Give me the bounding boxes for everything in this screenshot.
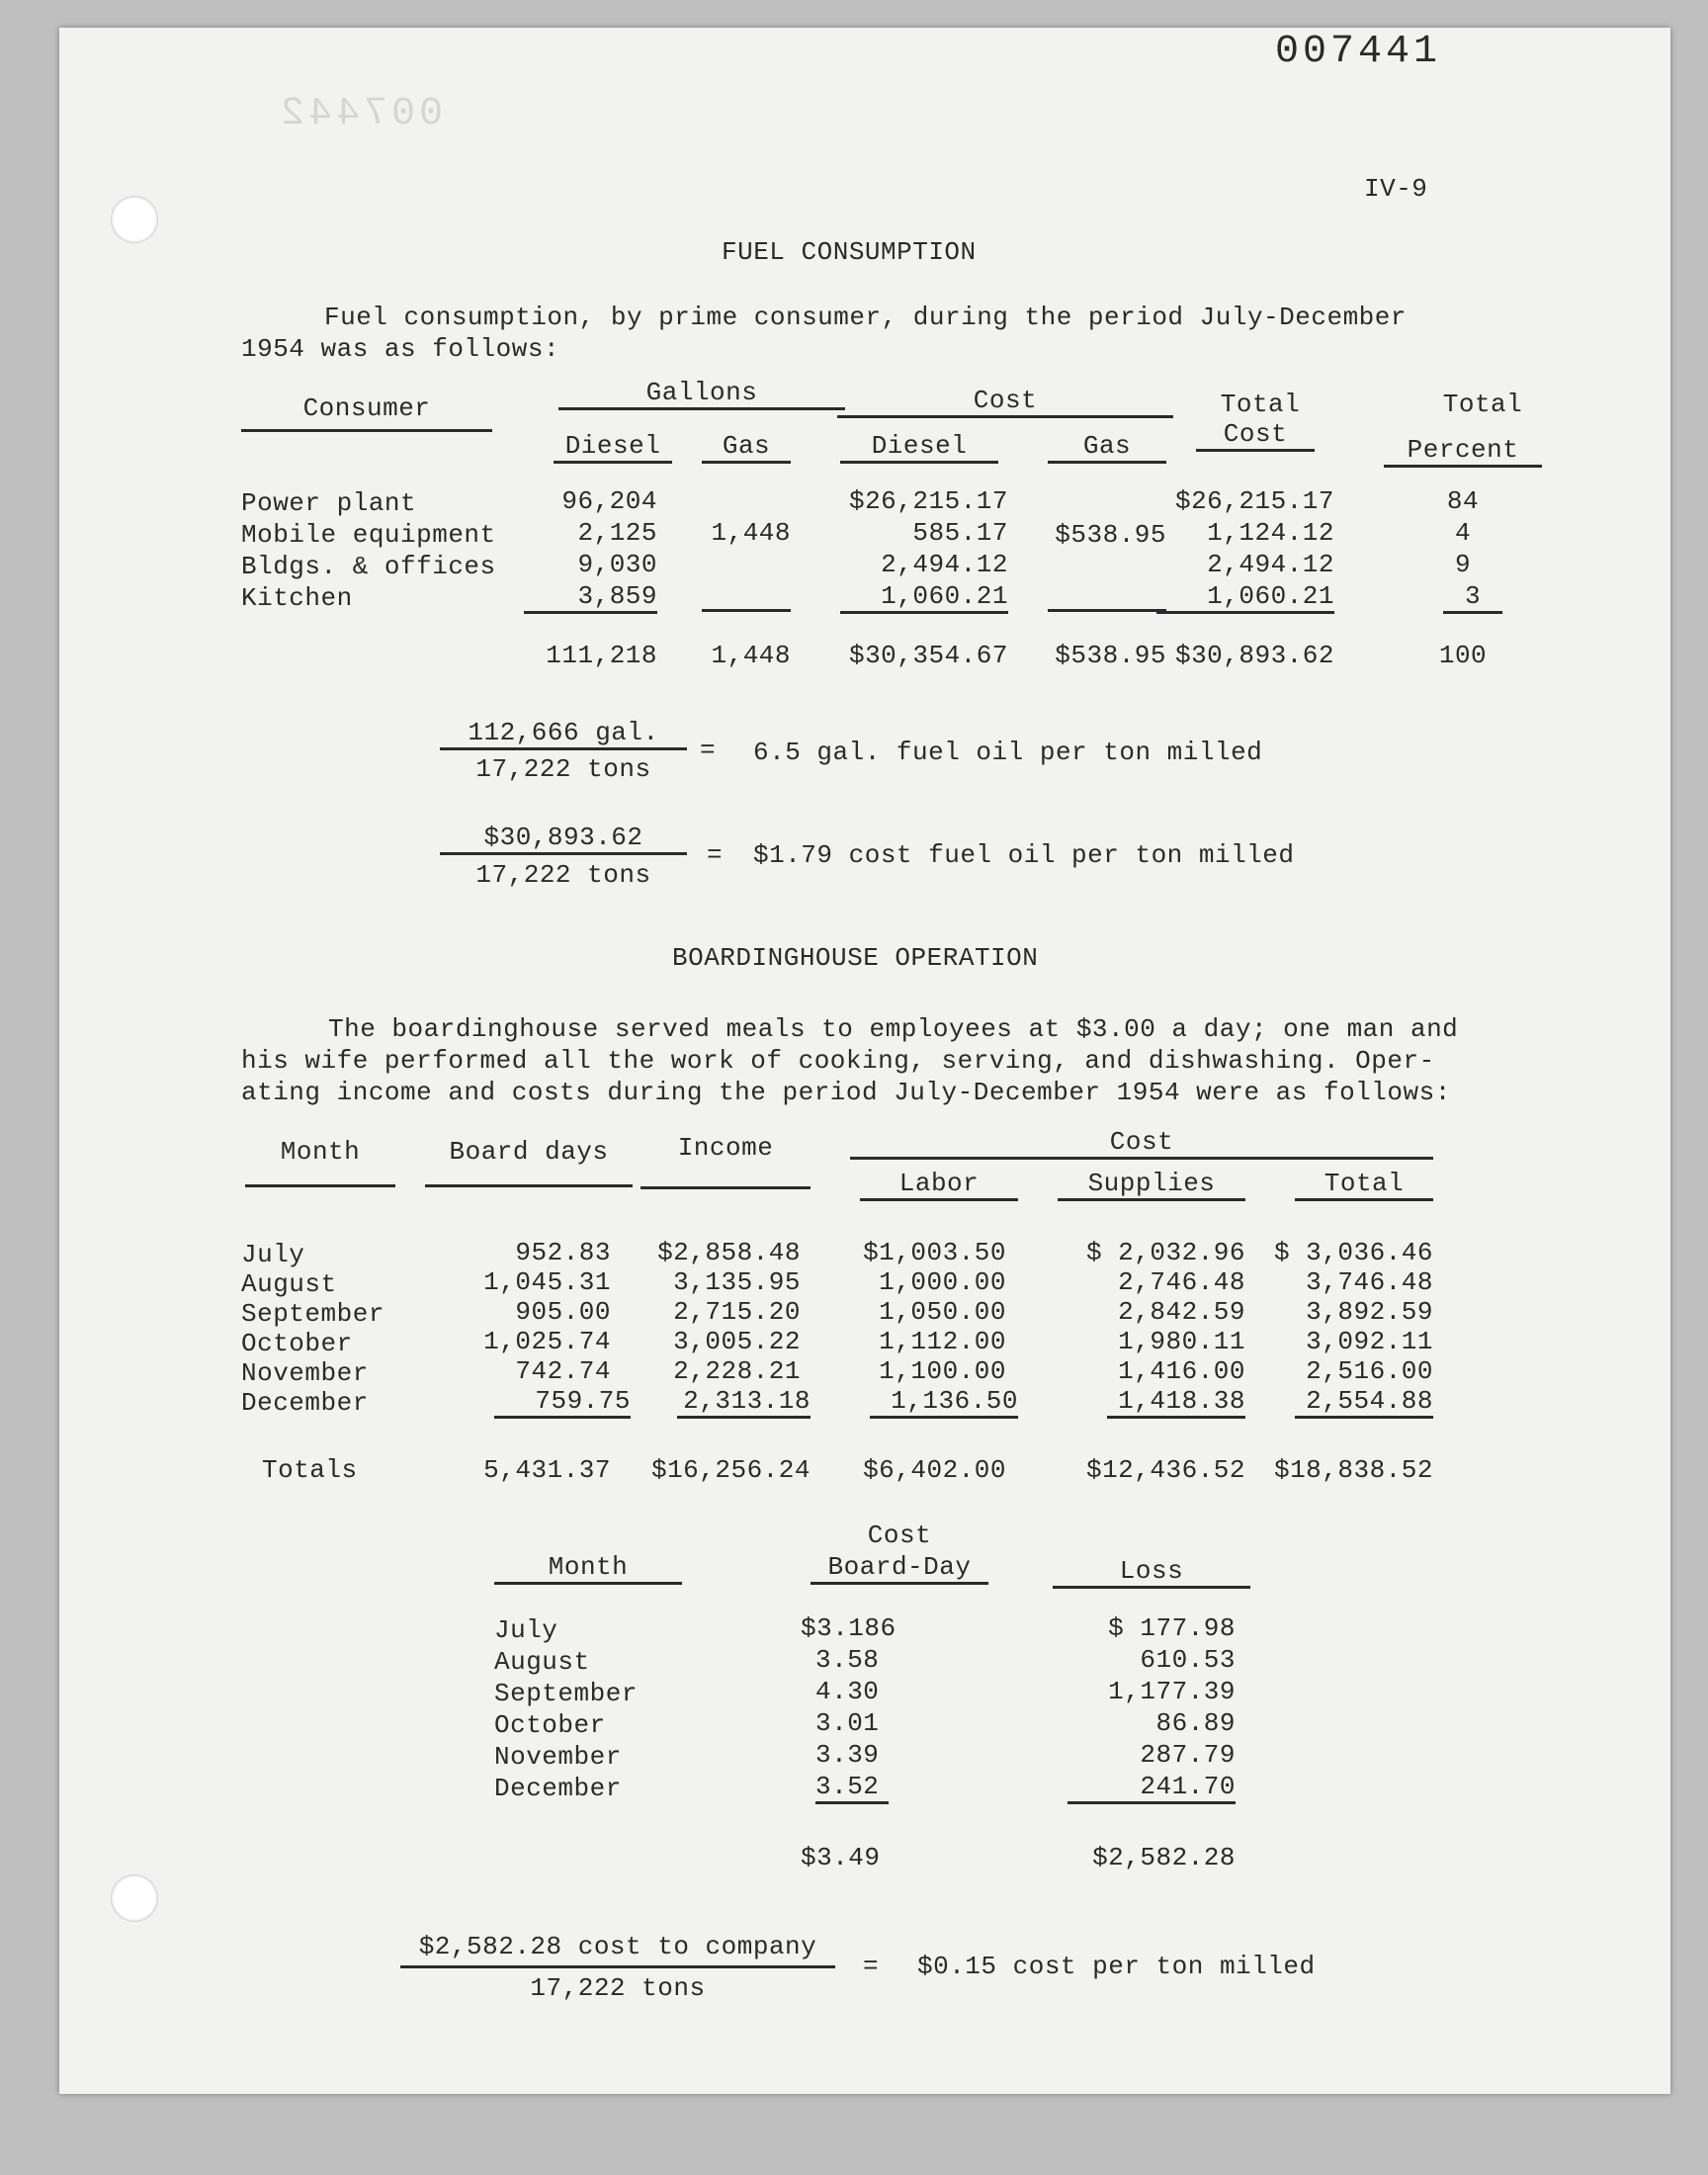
boarding-calc-equals: = (863, 1952, 880, 1981)
fuel-title: FUEL CONSUMPTION (722, 237, 977, 267)
labor: $6,402.00 (863, 1455, 1006, 1485)
boarding-intro-line1: The boardinghouse served meals to employees at $3.00 a day; one man and (328, 1014, 1459, 1044)
total-cost: $26,215.17 (1174, 486, 1334, 516)
board-days: 759.75 (494, 1386, 631, 1419)
total: 3,892.59 (1306, 1297, 1433, 1327)
cost-gas: $538.95 (1055, 520, 1166, 550)
percent: 84 (1446, 486, 1480, 516)
loss-header-board-day: Board-Day (811, 1552, 988, 1585)
cost-per-board-day: $3.49 (801, 1843, 881, 1872)
percent: 100 (1438, 641, 1488, 670)
loss: 610.53 (1140, 1645, 1236, 1675)
gallons-gas-rule (702, 581, 791, 612)
cost-per-board-day: 3.58 (815, 1645, 880, 1675)
loss: 241.70 (1068, 1772, 1236, 1804)
month: September (494, 1679, 638, 1708)
total-cost: $30,893.62 (1174, 641, 1334, 670)
fuel-intro-line2: 1954 was as follows: (241, 334, 560, 364)
fuel-header-gal-gas: Gas (702, 431, 791, 464)
gallons-gas: 1,448 (711, 518, 791, 548)
percent: 4 (1454, 518, 1472, 548)
fuel-calc1-result: 6.5 gal. fuel oil per ton milled (753, 738, 1263, 767)
fuel-header-percent: Percent (1384, 435, 1542, 468)
supplies: $ 2,032.96 (1085, 1238, 1245, 1267)
fuel-header-gallons: Gallons (558, 378, 845, 410)
boarding-header-month: Month (245, 1137, 395, 1187)
month: July (494, 1615, 558, 1645)
month: August (241, 1269, 337, 1299)
document-page (59, 28, 1670, 2094)
cost-per-board-day: 3.52 (815, 1772, 889, 1804)
boarding-intro-line3: ating income and costs during the period July-December 1954 were as follows: (241, 1078, 1451, 1107)
income: 2,228.21 (673, 1356, 801, 1386)
month: September (241, 1299, 384, 1329)
punch-hole-bottom (111, 1874, 158, 1922)
boarding-calc-denominator: 17,222 tons (530, 1973, 706, 2003)
month: December (241, 1388, 369, 1418)
ghost-stamp: 007442 (277, 92, 444, 136)
fuel-header-total: Total (1220, 390, 1301, 419)
boarding-calc-numerator: $2,582.28 cost to company (400, 1932, 835, 1968)
consumer: Mobile equipment (241, 520, 496, 550)
income: 3,005.22 (673, 1327, 801, 1356)
boarding-header-cost: Cost (850, 1127, 1433, 1160)
percent: 3 (1443, 581, 1502, 614)
fuel-header-gal-diesel: Diesel (554, 431, 672, 464)
fuel-header-total-cost: Cost (1196, 419, 1315, 452)
consumer: Bldgs. & offices (241, 552, 496, 581)
page-number: IV-9 (1364, 174, 1428, 204)
boarding-header-supplies: Supplies (1058, 1169, 1245, 1201)
cost-per-board-day: 3.39 (815, 1740, 880, 1770)
month: November (241, 1358, 369, 1388)
gallons-gas: 1,448 (711, 641, 791, 670)
total: $ 3,036.46 (1273, 1238, 1433, 1267)
month: October (241, 1329, 353, 1358)
cost-diesel: 2,494.12 (881, 550, 1008, 579)
board-days: 742.74 (515, 1356, 611, 1386)
boarding-header-board-days: Board days (425, 1137, 633, 1187)
fuel-header-consumer: Consumer (241, 393, 492, 432)
month: August (494, 1647, 590, 1677)
gallons-diesel: 2,125 (577, 518, 657, 548)
document-stamp-number: 007441 (1275, 30, 1442, 74)
supplies: 2,746.48 (1118, 1267, 1245, 1297)
gallons-diesel: 111,218 (546, 641, 657, 670)
board-days: 952.83 (515, 1238, 611, 1267)
percent: 9 (1454, 550, 1472, 579)
loss: 86.89 (1155, 1708, 1236, 1738)
board-days: 1,045.31 (483, 1267, 611, 1297)
total: $18,838.52 (1273, 1455, 1433, 1485)
total-cost: 1,060.21 (1156, 581, 1334, 614)
month: November (494, 1742, 622, 1772)
month: July (241, 1240, 305, 1269)
total: 2,554.88 (1295, 1386, 1433, 1419)
punch-hole-top (111, 196, 158, 243)
income: 2,715.20 (673, 1297, 801, 1327)
consumer: Kitchen (241, 583, 353, 613)
fuel-header-cost: Cost (837, 386, 1173, 418)
supplies: 2,842.59 (1118, 1297, 1245, 1327)
total-cost: 2,494.12 (1207, 550, 1334, 579)
fuel-calc2-denominator: 17,222 tons (475, 860, 651, 890)
fuel-calc1-numerator: 112,666 gal. (440, 718, 687, 750)
loss: 287.79 (1140, 1740, 1236, 1770)
cost-per-board-day: 3.01 (815, 1708, 880, 1738)
labor: 1,136.50 (870, 1386, 1018, 1419)
labor: 1,050.00 (879, 1297, 1006, 1327)
income: 2,313.18 (677, 1386, 811, 1419)
month: October (494, 1710, 606, 1740)
total-cost: 1,124.12 (1207, 518, 1334, 548)
loss-header-month: Month (494, 1552, 682, 1585)
total: 3,092.11 (1306, 1327, 1433, 1356)
board-days: 1,025.74 (483, 1327, 611, 1356)
board-days: 905.00 (515, 1297, 611, 1327)
gallons-diesel: 3,859 (524, 581, 657, 614)
supplies: 1,416.00 (1118, 1356, 1245, 1386)
fuel-header-cost-gas: Gas (1048, 431, 1166, 464)
fuel-intro-line1: Fuel consumption, by prime consumer, during the period July-December (324, 303, 1407, 332)
cost-gas-rule (1048, 581, 1166, 612)
boarding-header-labor: Labor (860, 1169, 1018, 1201)
loss: $2,582.28 (1092, 1843, 1236, 1872)
loss: $ 177.98 (1108, 1613, 1236, 1643)
boarding-title: BOARDINGHOUSE OPERATION (672, 943, 1039, 973)
cost-diesel: 1,060.21 (840, 581, 1008, 614)
cost-diesel: 585.17 (912, 518, 1008, 548)
fuel-calc2-result: $1.79 cost fuel oil per ton milled (753, 840, 1295, 870)
cost-diesel: $30,354.67 (848, 641, 1008, 670)
labor: 1,100.00 (879, 1356, 1006, 1386)
month: December (494, 1774, 622, 1803)
total: 3,746.48 (1306, 1267, 1433, 1297)
board-days: 5,431.37 (483, 1455, 611, 1485)
income: $16,256.24 (650, 1455, 811, 1485)
loss-header-loss: Loss (1053, 1556, 1250, 1589)
cost-per-board-day: $3.186 (801, 1613, 897, 1643)
labor: $1,003.50 (863, 1238, 1006, 1267)
fuel-calc2-numerator: $30,893.62 (440, 823, 687, 855)
fuel-header-cost-diesel: Diesel (840, 431, 998, 464)
totals-label: Totals (262, 1455, 358, 1485)
loss: 1,177.39 (1108, 1677, 1236, 1706)
supplies: $12,436.52 (1085, 1455, 1245, 1485)
labor: 1,112.00 (879, 1327, 1006, 1356)
cost-diesel: $26,215.17 (848, 486, 1008, 516)
gallons-diesel: 96,204 (561, 486, 657, 516)
fuel-header-total2: Total (1442, 390, 1523, 419)
supplies: 1,418.38 (1107, 1386, 1245, 1419)
cost-per-board-day: 4.30 (815, 1677, 880, 1706)
fuel-calc2-equals: = (707, 840, 724, 870)
income: $2,858.48 (657, 1238, 801, 1267)
gallons-diesel: 9,030 (577, 550, 657, 579)
consumer: Power plant (241, 488, 417, 518)
labor: 1,000.00 (879, 1267, 1006, 1297)
boarding-intro-line2: his wife performed all the work of cooking, serving, and dishwashing. Oper- (241, 1046, 1435, 1076)
loss-header-cost: Cost (867, 1521, 932, 1550)
boarding-header-income: Income (640, 1133, 811, 1189)
supplies: 1,980.11 (1118, 1327, 1245, 1356)
fuel-calc1-denominator: 17,222 tons (475, 754, 651, 784)
fuel-calc1-equals: = (700, 736, 717, 765)
cost-gas: $538.95 (1055, 641, 1166, 670)
total: 2,516.00 (1306, 1356, 1433, 1386)
boarding-calc-result: $0.15 cost per ton milled (917, 1952, 1316, 1981)
boarding-header-total: Total (1295, 1169, 1433, 1201)
income: 3,135.95 (673, 1267, 801, 1297)
